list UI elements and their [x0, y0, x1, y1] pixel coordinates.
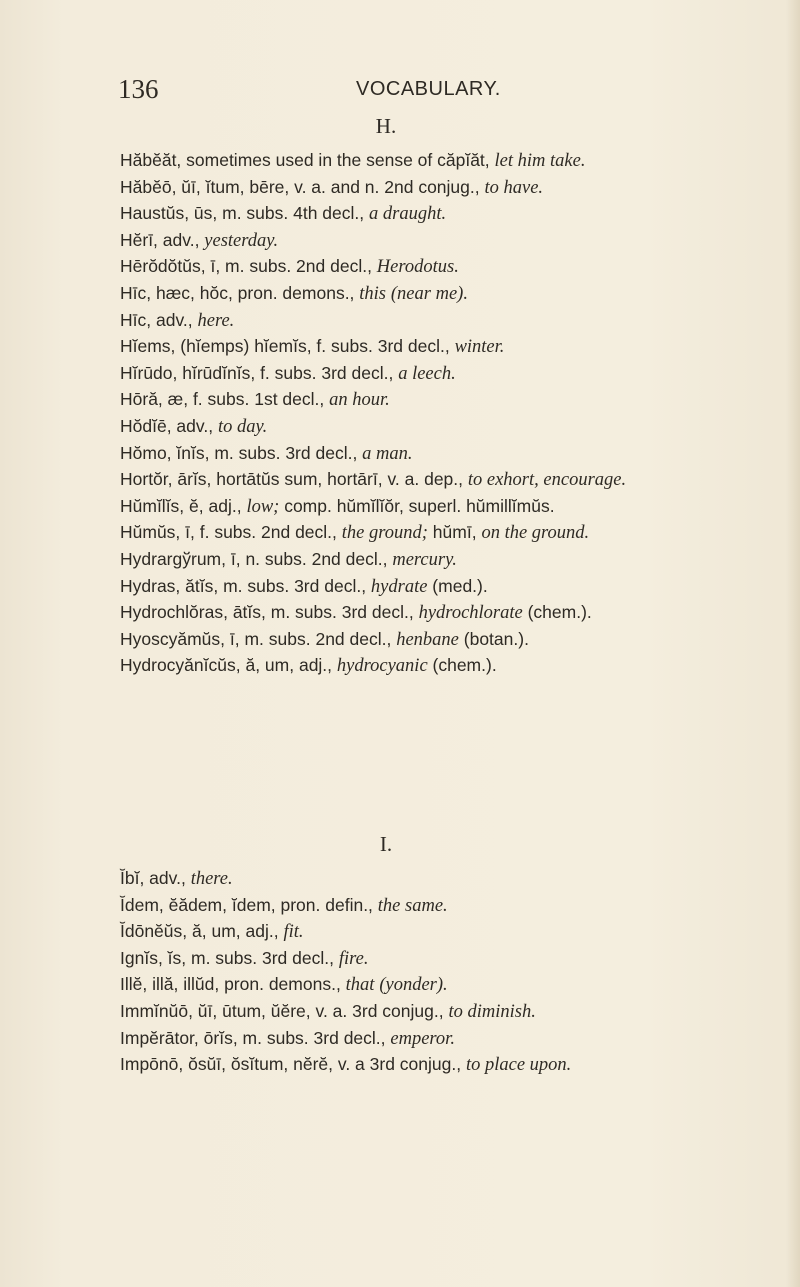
- entry-gloss: to have.: [484, 177, 544, 198]
- entry-gloss: on the ground.: [481, 523, 590, 544]
- entry-gloss: fit.: [283, 922, 304, 943]
- dictionary-entry: [0, 653, 766, 680]
- dictionary-entry: [0, 467, 766, 494]
- dictionary-entry: [0, 1026, 766, 1053]
- entry-headword-text: Hīc, hæc, hŏc, pron. demons.,: [120, 282, 360, 303]
- entry-gloss: an hour.: [329, 390, 390, 411]
- entry-gloss: henbane: [396, 629, 459, 650]
- entry-gloss: to day.: [217, 416, 268, 437]
- entry-headword-text: Hŭmŭs, ī, f. subs. 2nd decl.,: [120, 522, 342, 543]
- dictionary-entry: [0, 520, 766, 547]
- entry-headword-text: Hŭmĭlĭs, ĕ, adj.,: [120, 495, 247, 516]
- entry-gloss: to diminish.: [448, 1001, 536, 1022]
- entry-headword-text: Impĕrātor, ōrĭs, m. subs. 3rd decl.,: [120, 1027, 391, 1048]
- entry-gloss: hydrochlorate: [418, 603, 523, 624]
- dictionary-entry: [0, 201, 766, 228]
- entry-gloss: (near me).: [390, 283, 468, 304]
- entry-gloss: low;: [246, 496, 280, 517]
- dictionary-entry: [0, 574, 766, 601]
- entry-headword-text: Hăbĕō, ŭī, ĭtum, bēre, v. a. and n. 2nd conjug.,: [120, 176, 485, 197]
- page-edge-shadow: [786, 0, 800, 1287]
- dictionary-entry: [0, 441, 766, 468]
- dictionary-entry: [0, 387, 766, 414]
- entry-gloss: yesterday.: [204, 230, 279, 251]
- entry-gloss: Herodotus.: [376, 257, 459, 278]
- dictionary-entry: [0, 946, 766, 973]
- entry-headword-text: Ĭdem, ĕădem, ĭdem, pron. defin.,: [120, 894, 378, 915]
- entry-gloss: the ground;: [341, 523, 428, 544]
- entry-headword-text: Immĭnŭō, ŭī, ūtum, ŭĕre, v. a. 3rd conjug.,: [120, 1000, 449, 1021]
- entry-headword-text: Hĭrūdo, hĭrūdĭnĭs, f. subs. 3rd decl.,: [120, 362, 399, 383]
- entry-headword-text: (chem.).: [427, 655, 497, 676]
- entry-gloss: emperor.: [390, 1028, 455, 1049]
- entry-gloss: this: [359, 283, 387, 304]
- entry-headword-text: Hĭems, (hĭemps) hĭemĭs, f. subs. 3rd decl.,: [120, 336, 455, 357]
- dictionary-entry: [0, 148, 766, 175]
- entry-headword-text: Hydrargўrum, ī, n. subs. 2nd decl.,: [120, 548, 393, 569]
- entry-headword-text: Hortŏr, ārĭs, hortātŭs sum, hortārī, v. a. dep.,: [120, 469, 468, 490]
- entry-headword-text: Hydrochlŏras, ātĭs, m. subs. 3rd decl.,: [120, 602, 419, 623]
- entry-list-h: [0, 148, 800, 680]
- entry-headword-text: (botan.).: [458, 628, 529, 649]
- dictionary-entry: [0, 919, 766, 946]
- entry-gloss: to place upon.: [465, 1055, 572, 1076]
- entry-headword-text: hŭmī,: [427, 522, 482, 543]
- entry-gloss: a leech.: [398, 363, 456, 384]
- entry-headword-text: Impōnō, ŏsŭī, ŏsĭtum, nĕrĕ, v. a 3rd conjug.,: [120, 1054, 466, 1075]
- entry-headword-text: Hăbĕăt, sometimes used in the sense of căpĭăt,: [120, 150, 495, 170]
- entry-headword-text: (med.).: [427, 575, 488, 596]
- entry-gloss: there.: [190, 869, 233, 889]
- entry-headword-text: Haustŭs, ūs, m. subs. 4th decl.,: [120, 203, 369, 224]
- dictionary-entry: [0, 893, 766, 920]
- dictionary-entry: [0, 308, 766, 335]
- running-head: VOCABULARY.: [356, 78, 501, 100]
- page-header: [118, 74, 718, 104]
- entry-gloss: to exhort, encourage.: [467, 470, 627, 491]
- dictionary-entry: [0, 1052, 766, 1079]
- entry-headword-text: Ĭdōnĕŭs, ă, um, adj.,: [120, 921, 284, 942]
- entry-headword-text: Hyoscyămŭs, ī, m. subs. 2nd decl.,: [120, 628, 397, 649]
- entry-headword-text: Hydrocyănĭcŭs, ă, um, adj.,: [120, 655, 337, 676]
- entry-headword-text: Hīc, adv.,: [120, 309, 198, 330]
- entry-gloss: a draught.: [369, 204, 447, 225]
- entry-headword-text: Hŏmo, ĭnĭs, m. subs. 3rd decl.,: [120, 442, 363, 463]
- entry-headword-text: Hydras, ătĭs, m. subs. 3rd decl.,: [120, 575, 371, 596]
- entry-gloss: a man.: [362, 443, 413, 464]
- entry-headword-text: (chem.).: [522, 602, 592, 623]
- entry-headword-text: Illĕ, illă, illŭd, pron. demons.,: [120, 974, 346, 995]
- entry-headword-text: comp. hŭmĭlĭŏr, superl. hŭmillĭmŭs.: [279, 495, 555, 516]
- section-heading-h: H.: [375, 114, 397, 138]
- dictionary-entry: [0, 494, 766, 521]
- entry-headword-text: Hĕrī, adv.,: [120, 229, 205, 250]
- entry-headword-text: Ignĭs, ĭs, m. subs. 3rd decl.,: [120, 947, 339, 968]
- dictionary-entry: [0, 972, 766, 999]
- entry-headword-text: Ĭbĭ, adv.,: [120, 868, 191, 888]
- dictionary-entry: [0, 414, 766, 441]
- dictionary-entry: [0, 228, 766, 255]
- dictionary-entry: [0, 334, 766, 361]
- entry-gloss: that: [345, 975, 375, 996]
- entry-gloss: hydrocyanic: [336, 656, 428, 677]
- entry-gloss: (yonder).: [379, 975, 448, 996]
- entry-gloss: the same.: [377, 895, 448, 916]
- dictionary-entry: [0, 175, 766, 202]
- dictionary-entry: [0, 866, 766, 893]
- entry-headword-text: Hōră, æ, f. subs. 1st decl.,: [120, 389, 330, 410]
- entry-gloss: mercury.: [392, 549, 457, 570]
- dictionary-entry: [0, 999, 766, 1026]
- entry-gloss: winter.: [454, 337, 505, 358]
- dictionary-entry: [0, 254, 766, 281]
- entry-gloss: let him take.: [494, 151, 586, 171]
- entry-gloss: here.: [197, 310, 235, 331]
- entry-gloss: fire.: [338, 948, 369, 969]
- dictionary-entry: [0, 547, 766, 574]
- dictionary-entry: [0, 600, 766, 627]
- entry-headword-text: Hērŏdŏtŭs, ī, m. subs. 2nd decl.,: [120, 256, 377, 277]
- entry-gloss: hydrate: [370, 576, 428, 597]
- dictionary-entry: [0, 627, 766, 654]
- dictionary-entry: [0, 281, 766, 308]
- entry-list-i: [0, 866, 800, 1079]
- dictionary-entry: [0, 361, 766, 388]
- page-number: 136: [118, 74, 159, 104]
- section-heading-i: I.: [379, 832, 393, 856]
- entry-headword-text: Hŏdĭē, adv.,: [120, 415, 218, 436]
